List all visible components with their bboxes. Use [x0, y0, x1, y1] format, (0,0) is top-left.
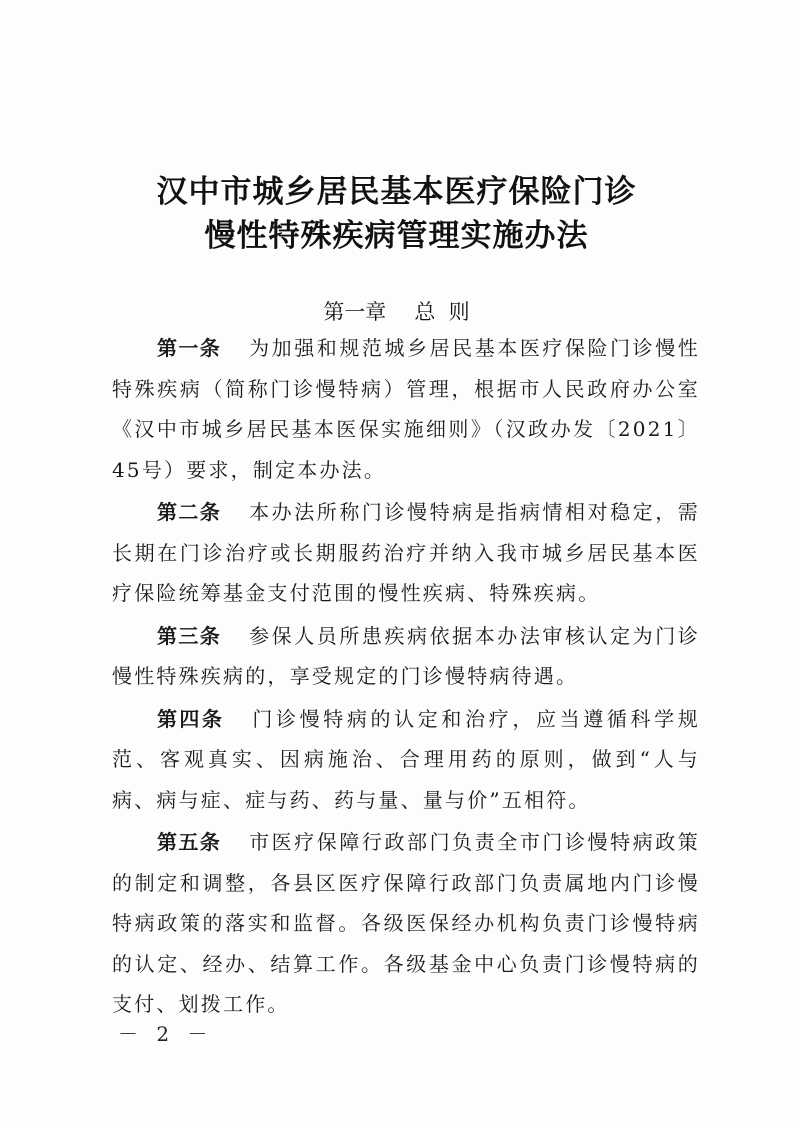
article-5	[112, 822, 700, 1025]
document-title-line-2: 慢性特殊疾病管理实施办法	[204, 218, 589, 254]
document-body	[112, 328, 700, 1027]
article-label: 第五条	[157, 830, 222, 854]
article-label: 第一条	[157, 336, 222, 360]
article-1	[112, 328, 700, 490]
article-text: 市医疗保障行政部门负责全市门诊慢特病政策的制定和调整，各县区医疗保障行政部门负责属地内门诊慢特病政策的落实和监督。各级医保经办机构负责门诊慢特病的认定、经办、结算工作。各级基金中心负责门诊慢特病的支付、划拨工作。	[112, 830, 701, 1016]
chapter-heading	[0, 296, 793, 326]
article-3	[112, 616, 700, 697]
article-4	[112, 699, 700, 821]
article-label: 第三条	[157, 623, 222, 648]
article-label: 第二条	[157, 500, 222, 524]
article-text: 门诊慢特病的认定和治疗，应当遵循科学规范、客观真实、因病施治、合理用药的原则，做到“人与病、病与症、症与药、药与量、量与价”五相符。	[112, 706, 700, 812]
chapter-title: 总 则	[414, 300, 470, 324]
chapter-label: 第一章	[323, 300, 387, 324]
document-title-line-1: 汉中市城乡居民基本医疗保险门诊	[156, 174, 637, 210]
article-label: 第四条	[157, 706, 225, 731]
article-text: 本办法所称门诊慢特病是指病情相对稳定，需长期在门诊治疗或长期服药治疗并纳入我市城乡居民基本医疗保险统筹基金支付范围的慢性疾病、特殊疾病。	[112, 500, 701, 605]
page-number: － 2 －	[118, 1022, 214, 1046]
article-text: 为加强和规范城乡居民基本医疗保险门诊慢性特殊疾病（简称门诊慢特病）管理，根据市人民政府办公室《汉中市城乡居民基本医保实施细则》（汉政办发〔2021〕45号）要求，制定本办法。	[112, 336, 701, 482]
article-text: 参保人员所患疾病依据本办法审核认定为门诊慢性特殊疾病的，享受规定的门诊慢特病待遇。	[112, 623, 701, 688]
article-2	[112, 492, 700, 614]
